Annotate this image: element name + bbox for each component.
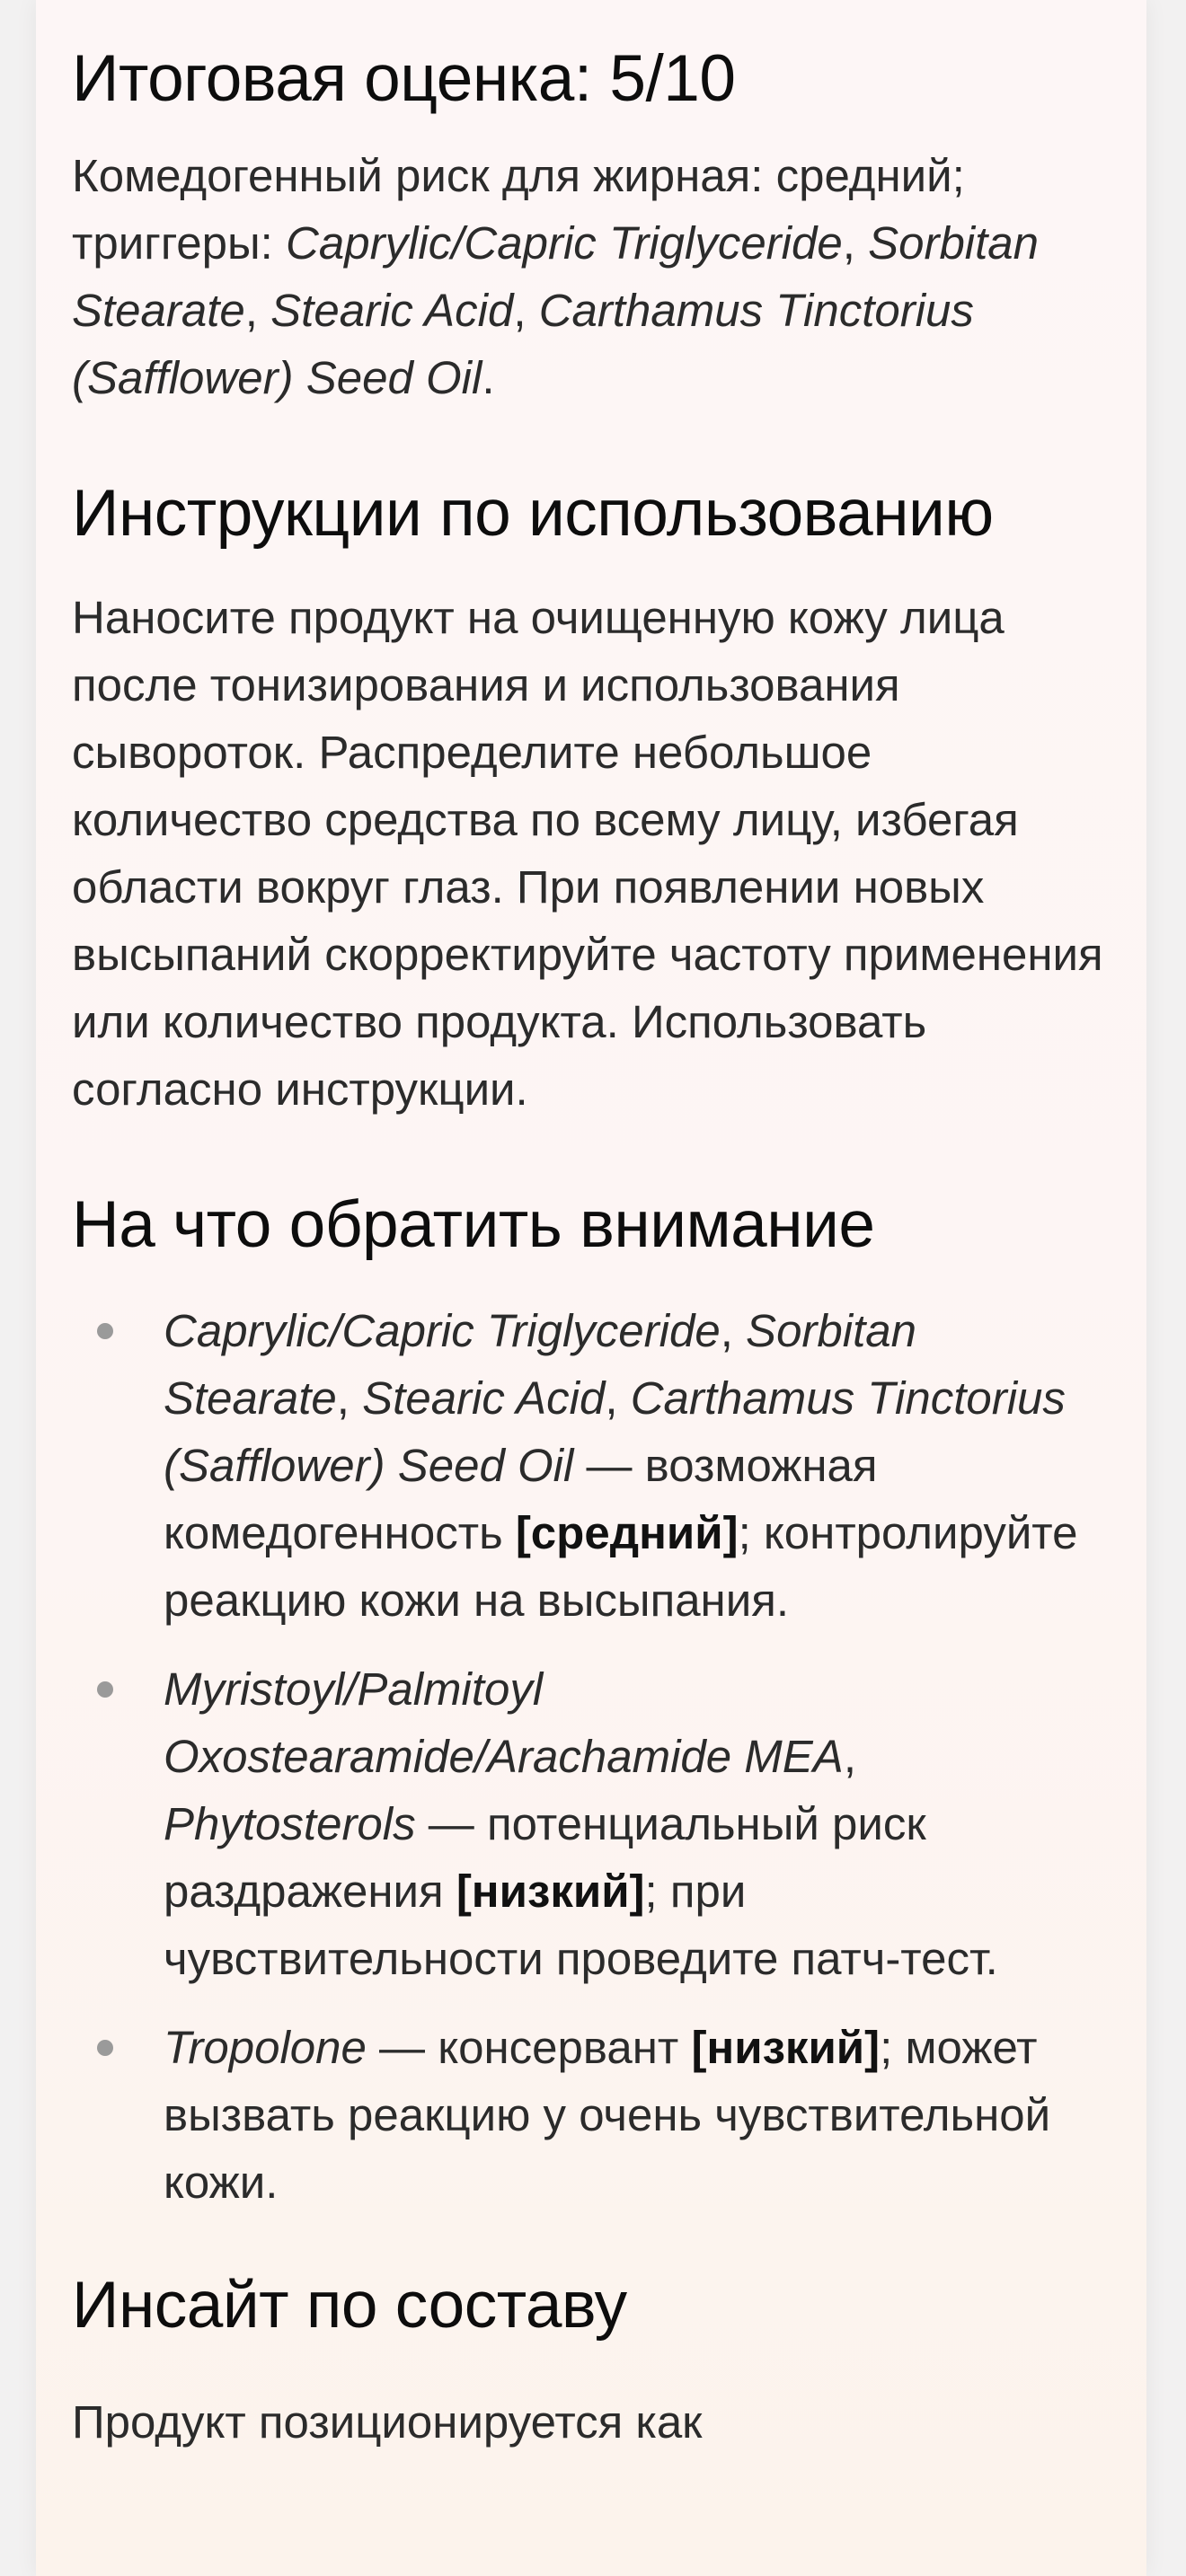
attention-list — [72, 1297, 1111, 2216]
item-note: ; может вызвать реакцию у очень чувствительной кожи. — [164, 2021, 1051, 2208]
separator: , — [842, 216, 869, 269]
item-description: — консервант — [366, 2021, 692, 2073]
trigger-ingredient: Sorbitan Stearate — [72, 216, 1040, 336]
severity-badge: [низкий] — [456, 1865, 645, 1917]
score-description — [72, 142, 1111, 411]
ingredient-name: Sorbitan Stearate — [164, 1304, 917, 1424]
item-description: — возможная комедогенность — [164, 1439, 878, 1558]
ingredient-name: Myristoyl/Palmitoyl Oxostearamide/Arachamide MEA — [164, 1663, 844, 1782]
analysis-card — [36, 0, 1146, 2576]
separator: , — [244, 284, 271, 336]
separator: , — [843, 1730, 856, 1782]
instructions-text: Наносите продукт на очищенную кожу лица после тонизирования и использования сывороток. Распределите небольшое количество средства по всему лицу, избегая области вокруг глаз. При появлении новых высыпаний скорректируйте частоту применения или количество продукта. Использовать согласно инструкции. — [72, 591, 1103, 1115]
severity-badge: [низкий] — [691, 2021, 881, 2073]
score-text-prefix: Комедогенный риск для жирная: средний; триггеры: — [72, 149, 965, 269]
instructions-title: Инструкции по использованию — [72, 476, 994, 550]
text-suffix: . — [482, 351, 495, 403]
ingredient-name: Tropolone — [164, 2021, 367, 2073]
ingredient-name: Stearic Acid — [362, 1372, 606, 1424]
insight-text: Продукт позиционируется как — [72, 2395, 703, 2448]
item-description: — потенциальный риск раздражения — [164, 1797, 926, 1917]
score-title: Итоговая оценка: 5/10 — [72, 42, 736, 115]
attention-title: На что обратить внимание — [72, 1187, 875, 1261]
list-item — [72, 1297, 1111, 1634]
ingredient-name: Caprylic/Capric Triglyceride — [164, 1304, 721, 1356]
severity-badge: [средний] — [515, 1506, 739, 1558]
separator: , — [605, 1372, 631, 1424]
bullet-icon — [97, 1323, 113, 1339]
separator: , — [720, 1304, 747, 1356]
trigger-ingredient: Caprylic/Capric Triglyceride — [286, 216, 843, 269]
item-note: ; при чувствительности проведите патч-тест. — [164, 1865, 998, 1984]
trigger-ingredient: Stearic Acid — [270, 284, 514, 336]
insight-title: Инсайт по составу — [72, 2268, 627, 2342]
trigger-ingredient: Carthamus Tinctorius (Safflower) Seed Oil — [72, 284, 974, 403]
item-note: ; контролируйте реакцию кожи на высыпания. — [164, 1506, 1078, 1626]
list-item — [72, 2014, 1111, 2216]
ingredient-name: Phytosterols — [164, 1797, 416, 1849]
bullet-icon — [97, 1681, 113, 1698]
separator: , — [336, 1372, 363, 1424]
ingredient-name: Carthamus Tinctorius (Safflower) Seed Oil — [164, 1372, 1066, 1491]
list-item — [72, 1655, 1111, 1992]
separator: , — [513, 284, 539, 336]
bullet-icon — [97, 2040, 113, 2056]
